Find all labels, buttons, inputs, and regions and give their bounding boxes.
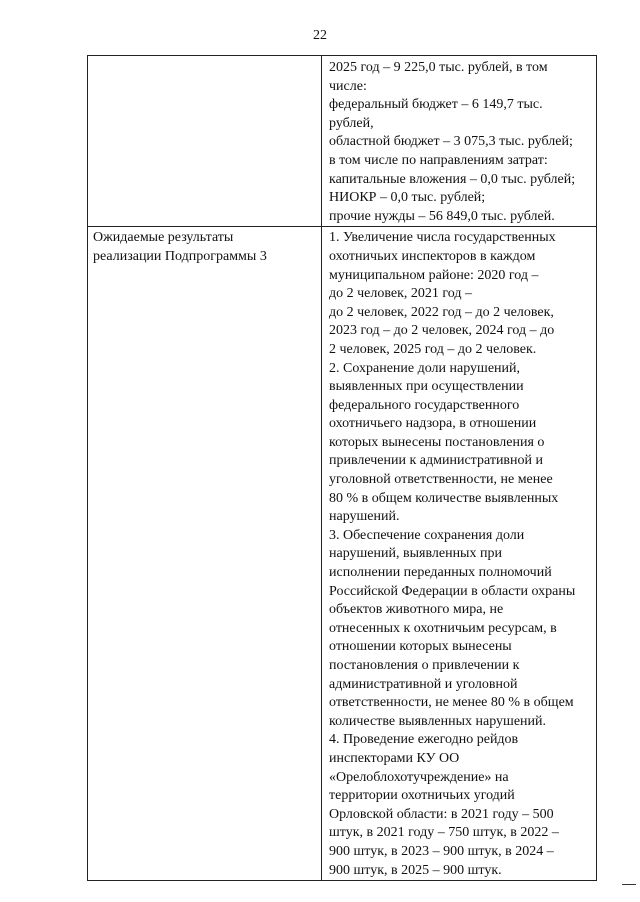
- expected-results-cell: [322, 227, 597, 881]
- text-line: прочие нужды – 56 849,0 тыс. рублей.: [329, 208, 555, 224]
- text-line: постановления о привлечении к: [329, 658, 520, 673]
- text-line: 80 % в общем количестве выявленных: [329, 490, 559, 506]
- label-line: Ожидаемые результаты: [93, 230, 234, 246]
- text-line: 2 человек, 2025 год – до 2 человек.: [329, 341, 537, 357]
- text-line: 3. Обеспечение сохранения доли: [329, 527, 525, 543]
- text-line: рублей,: [329, 115, 374, 131]
- text-line: охотничьего надзора, в отношении: [329, 416, 537, 432]
- text-line: 2023 год – до 2 человек, 2024 год – до: [329, 323, 555, 339]
- text-line: федерального государственного: [329, 397, 520, 413]
- text-line: объектов животного мира, не: [329, 602, 504, 618]
- text-line: 1. Увеличение числа государственных: [329, 230, 556, 246]
- page-number: 22: [313, 28, 327, 43]
- text-line: числе:: [329, 78, 367, 94]
- text-line: отношении которых вынесены: [329, 639, 512, 655]
- text-line: административной и уголовной: [329, 676, 518, 692]
- text-line: исполнении переданных полномочий: [329, 565, 552, 581]
- text-line: 900 штук, в 2023 – 900 штук, в 2024 –: [329, 843, 554, 859]
- text-line: территории охотничьих угодий: [329, 788, 515, 804]
- text-line: штук, в 2021 году – 750 штук, в 2022 –: [329, 825, 559, 841]
- text-line: «Орелоблохотучреждение» на: [329, 769, 509, 785]
- text-line: 900 штук, в 2025 – 900 штук.: [329, 862, 502, 878]
- footer-dash: [622, 884, 636, 885]
- text-line: капитальные вложения – 0,0 тыс. рублей;: [329, 171, 576, 187]
- text-line: 2025 год – 9 225,0 тыс. рублей, в том: [329, 60, 548, 75]
- program-passport-table: [87, 55, 597, 881]
- text-line: уголовной ответственности, не менее: [329, 472, 553, 488]
- text-line: до 2 человек, 2021 год –: [329, 286, 473, 302]
- text-line: областной бюджет – 3 075,3 тыс. рублей;: [329, 134, 573, 150]
- text-line: отнесенных к охотничьим ресурсам, в: [329, 620, 557, 636]
- table-row-funding: [88, 56, 597, 227]
- text-line: 2. Сохранение доли нарушений,: [329, 360, 521, 376]
- expected-results-label-cell: [88, 227, 322, 881]
- text-line: муниципальном районе: 2020 год –: [329, 267, 539, 283]
- label-line: реализации Подпрограммы 3: [93, 248, 267, 264]
- text-line: НИОКР – 0,0 тыс. рублей;: [329, 190, 486, 206]
- text-line: до 2 человек, 2022 год – до 2 человек,: [329, 304, 554, 320]
- text-line: инспекторами КУ ОО: [329, 750, 460, 766]
- text-line: выявленных при осуществлении: [329, 379, 524, 395]
- text-line: в том числе по направлениям затрат:: [329, 152, 548, 168]
- text-line: 4. Проведение ежегодно рейдов: [329, 732, 519, 748]
- text-line: которых вынесены постановления о: [329, 434, 545, 450]
- text-line: Российской Федерации в области охраны: [329, 583, 576, 599]
- text-line: охотничьих инспекторов в каждом: [329, 248, 536, 264]
- text-line: ответственности, не менее 80 % в общем: [329, 695, 574, 711]
- text-line: Орловской области: в 2021 году – 500: [329, 806, 554, 822]
- text-line: нарушений, выявленных при: [329, 546, 502, 562]
- funding-details-cell: [322, 56, 597, 227]
- text-line: количестве выявленных нарушений.: [329, 713, 547, 729]
- table-row-expected-results: [88, 227, 597, 881]
- text-line: нарушений.: [329, 509, 400, 525]
- funding-label-cell: [88, 56, 322, 227]
- text-line: привлечении к административной и: [329, 453, 544, 469]
- text-line: федеральный бюджет – 6 149,7 тыс.: [329, 97, 543, 113]
